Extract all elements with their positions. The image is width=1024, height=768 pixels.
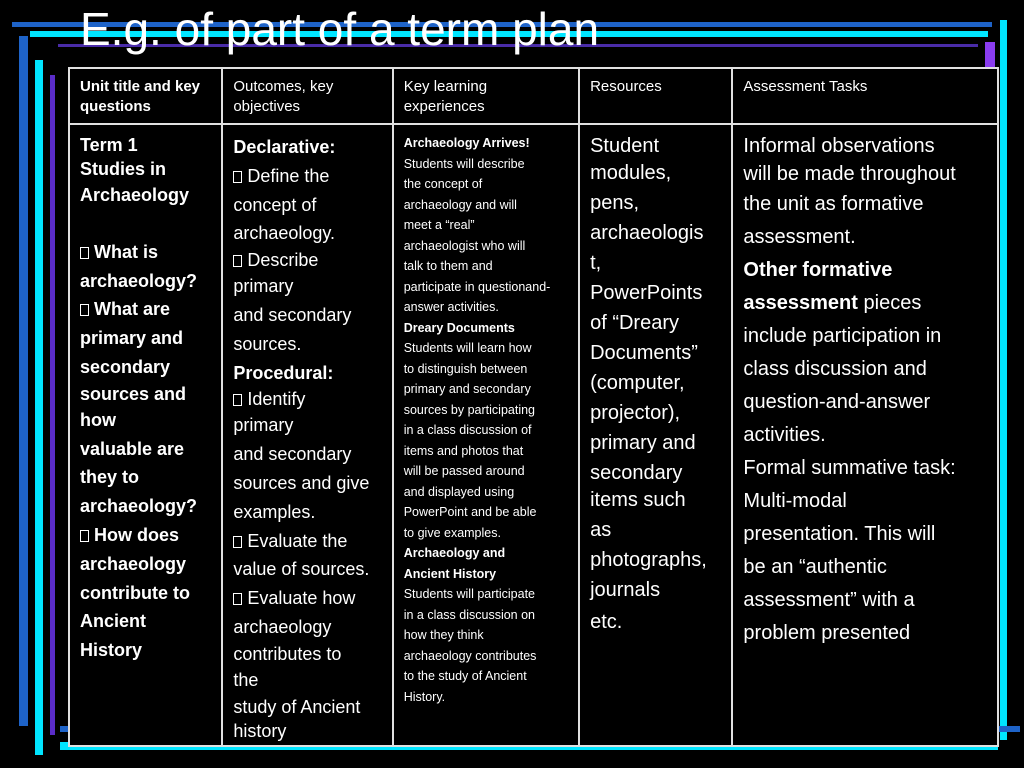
assessment-line: assessment. <box>743 226 856 248</box>
unit-line: they to <box>80 467 140 488</box>
unit-line: What are <box>94 299 171 320</box>
unit-line: Studies in <box>80 159 167 179</box>
experience-heading: Archaeology and <box>403 546 506 560</box>
experience-heading: Ancient History <box>403 566 497 581</box>
experience-heading: Dreary Documents <box>403 320 515 335</box>
outcome-line: sources. <box>233 333 302 354</box>
bullet-box-icon <box>80 247 89 259</box>
unit-line: archaeology? <box>80 270 198 291</box>
assessment-cell <box>732 124 998 746</box>
assessment-line: pieces <box>863 292 922 314</box>
experience-heading: Archaeology Arrives! <box>403 136 530 150</box>
unit-line: archaeology <box>80 553 187 574</box>
bullet-box-icon <box>233 394 242 406</box>
experience-line: to distinguish between <box>403 361 528 376</box>
resource-line: pens, <box>590 192 640 214</box>
outcome-line-text: Describe <box>247 250 319 271</box>
unit-line: secondary <box>80 356 171 377</box>
experience-line: Students will describe <box>403 156 525 171</box>
bullet-box-icon <box>233 255 242 267</box>
experience-line: the concept of <box>403 177 483 191</box>
outcome-line: history <box>233 720 287 741</box>
experience-line: archaeology and will <box>403 197 517 212</box>
outcome-line: and secondary <box>233 444 352 465</box>
experience-line: items and photos that <box>403 443 524 458</box>
header-experiences: Key learning experiences <box>393 68 579 124</box>
resource-line: as <box>590 519 612 541</box>
outcome-line: contributes to <box>233 643 342 664</box>
table-row <box>69 124 998 746</box>
assessment-line: Formal summative task: <box>743 457 956 479</box>
header-assessment: Assessment Tasks <box>732 68 998 124</box>
header-resources: Resources <box>579 68 732 124</box>
assessment-line: Informal observations <box>743 135 935 157</box>
experience-line: Students will learn how <box>403 341 532 355</box>
unit-line: primary and <box>80 328 184 349</box>
assessment-line: class discussion and <box>743 358 927 380</box>
resource-line: Student <box>590 135 660 157</box>
left-blue-bar <box>19 36 28 726</box>
slide-title: E.g. of part of a term plan <box>80 3 600 55</box>
outcome-line: study of Ancient <box>233 696 361 717</box>
experience-line: primary and secondary <box>403 382 531 396</box>
unit-line: sources and <box>80 383 187 404</box>
unit-line: How does <box>94 524 180 545</box>
outcome-line: primary <box>233 276 294 297</box>
unit-line: Ancient <box>80 611 147 632</box>
experience-line: in a class discussion on <box>403 607 536 622</box>
outcome-line: examples. <box>233 501 316 522</box>
resource-line: of “Dreary <box>590 312 679 334</box>
assessment-line: assessment” with a <box>743 589 915 611</box>
experience-line: how they think <box>403 628 484 642</box>
experience-line: archaeologist who will <box>403 238 526 253</box>
outcome-line: value of sources. <box>233 559 370 580</box>
unit-line: Term 1 <box>80 135 138 155</box>
outcome-line: and secondary <box>233 304 352 325</box>
outcome-line: sources and give <box>233 472 370 493</box>
outcome-line <box>233 248 383 272</box>
term-plan-table <box>68 67 999 747</box>
assessment-bold: assessment <box>743 292 858 314</box>
outcome-line: Evaluate the <box>247 530 348 551</box>
right-cyan-bar <box>1000 20 1007 740</box>
resource-line: modules, <box>590 162 672 184</box>
experience-line: Students will participate <box>403 587 536 601</box>
assessment-line: Multi-modal <box>743 490 847 512</box>
unit-cell <box>69 124 222 746</box>
experience-line: in a class discussion of <box>403 423 532 437</box>
outcome-line: Define the <box>247 165 330 186</box>
assessment-line: include participation in <box>743 325 942 347</box>
unit-line: how <box>80 409 116 430</box>
bullet-box-icon <box>233 171 242 183</box>
experience-line: History. <box>403 689 446 704</box>
bullet-box-icon <box>233 593 242 605</box>
outcome-line: archaeology. <box>233 223 336 244</box>
unit-line: archaeology? <box>80 496 198 517</box>
bullet-box-icon <box>80 530 89 542</box>
experience-line: sources by participating <box>403 402 536 417</box>
assessment-line: problem presented <box>743 622 911 644</box>
experience-line: and displayed using <box>403 484 515 499</box>
experience-line: PowerPoint and be able <box>403 505 537 519</box>
experience-line: will be passed around <box>403 464 525 478</box>
experience-line: answer activities. <box>403 300 499 314</box>
assessment-line: presentation. This will <box>743 523 936 545</box>
experience-line: to give examples. <box>403 525 501 540</box>
resource-line: (computer, <box>590 372 685 394</box>
outcomes-cell <box>222 124 392 746</box>
resources-cell <box>579 124 732 746</box>
outcomes-heading: Declarative: <box>233 137 336 157</box>
unit-line: What is <box>94 241 159 262</box>
outcome-line: concept of <box>233 194 317 215</box>
resource-line: t, <box>590 252 602 274</box>
experience-line: participate in questionand- <box>403 279 551 294</box>
resource-line: secondary <box>590 462 683 484</box>
unit-line: History <box>80 640 143 661</box>
unit-line: contribute to <box>80 582 190 603</box>
table-header-row <box>69 68 998 124</box>
experiences-cell <box>393 124 579 746</box>
resource-line: etc. <box>590 611 623 633</box>
assessment-line: will be made throughout <box>743 163 956 185</box>
resource-line: primary and <box>590 432 696 454</box>
outcome-line: Evaluate how <box>247 588 356 609</box>
left-purple-bar <box>50 75 55 735</box>
left-cyan-bar <box>35 60 43 755</box>
resource-line: items such <box>590 489 686 511</box>
outcome-line: archaeology <box>233 616 332 637</box>
assessment-line: Other formative <box>743 259 893 281</box>
assessment-line: be an “authentic <box>743 556 887 578</box>
experience-line: archaeology contributes <box>403 648 537 663</box>
outcome-line: Identify <box>247 389 306 410</box>
unit-line: Archaeology <box>80 185 190 205</box>
experience-line: to the study of Ancient <box>403 669 527 683</box>
experience-line: talk to them and <box>403 259 493 273</box>
resource-line: photographs, <box>590 549 707 571</box>
resource-line: journals <box>590 579 661 601</box>
assessment-line: question-and-answer <box>743 391 931 413</box>
header-unit: Unit title and key questions <box>69 68 222 124</box>
unit-line: valuable are <box>80 438 185 459</box>
bullet-box-icon <box>80 304 89 316</box>
header-outcomes: Outcomes, key objectives <box>222 68 392 124</box>
resource-line: archaeologis <box>590 222 704 244</box>
spacer <box>80 210 213 238</box>
outcomes-heading: Procedural: <box>233 362 334 383</box>
experience-line: meet a “real” <box>403 218 475 232</box>
assessment-line: activities. <box>743 424 826 446</box>
bullet-box-icon <box>233 536 242 548</box>
resource-line: projector), <box>590 402 681 424</box>
resource-line: Documents” <box>590 342 698 364</box>
outcome-line: the <box>233 669 259 690</box>
resource-line: PowerPoints <box>590 282 703 304</box>
outcome-line: primary <box>233 415 294 436</box>
assessment-line: the unit as formative <box>743 193 924 215</box>
